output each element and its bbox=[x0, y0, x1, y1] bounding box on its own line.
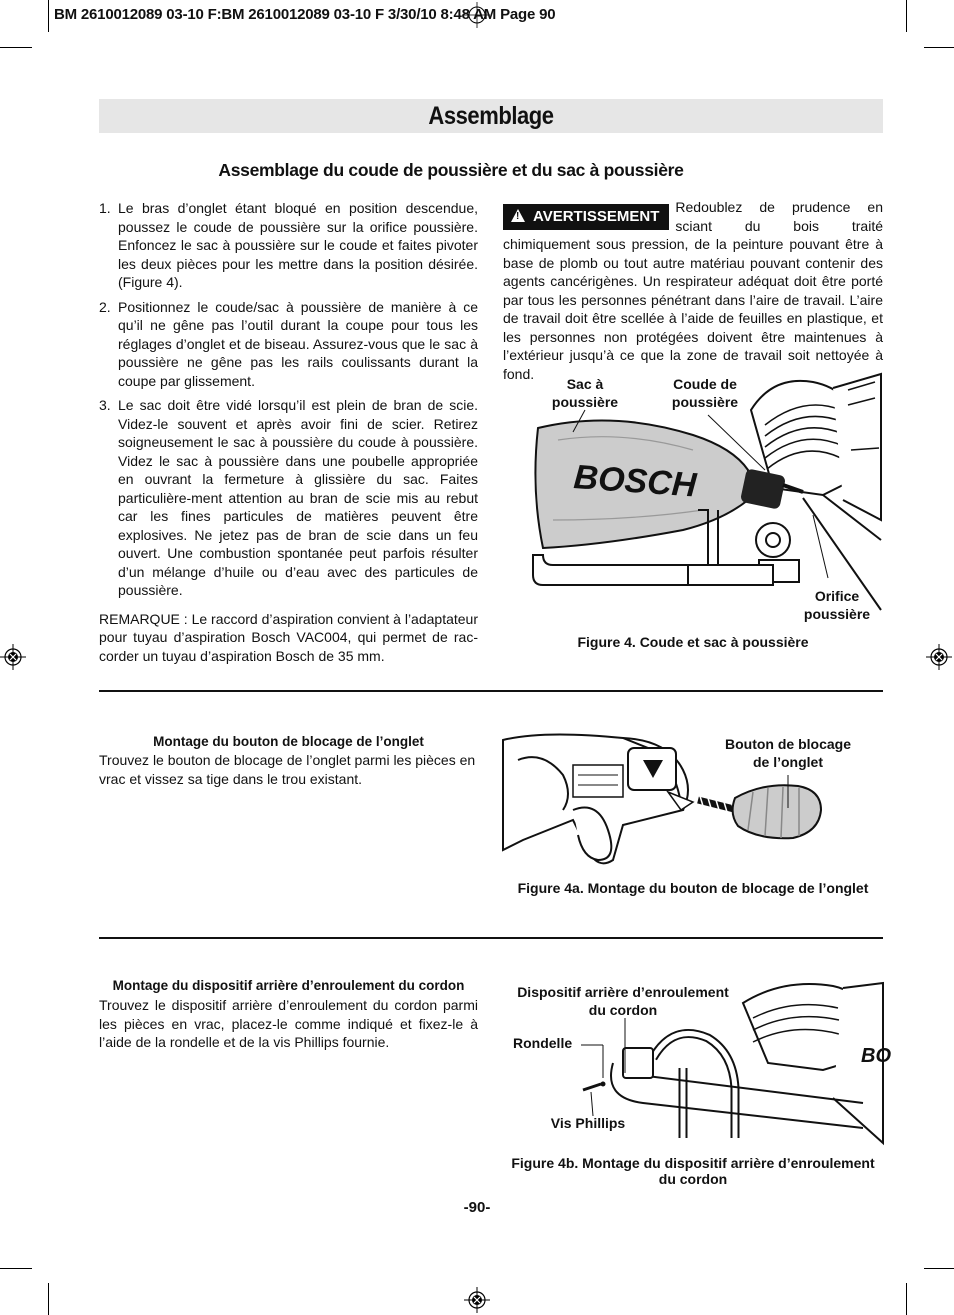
step-text: Le bras d’onglet étant bloqué en position descendue, poussez le coude de poussière sur la orifice poussière. Enfoncez le sac à poussière sur le coude et faites pivoter les deux pièces pour les mettre dans la position désirée. (Figure 4). bbox=[118, 200, 478, 290]
label-dust-elbow-line2: poussière bbox=[671, 394, 739, 410]
remark: REMARQUE : Le raccord d’aspiration convient à l’adaptateur pour tuyau d’aspiration Bosch VAC004, qui permet de rac-corder un tuyau d’aspiration Bosch de 35 mm. bbox=[99, 610, 478, 664]
page-title: Assemblage bbox=[428, 102, 554, 130]
figure-4a-caption: Figure 4a. Montage du bouton de blocage de l’onglet bbox=[517, 880, 869, 896]
section-2-text: Trouvez le bouton de blocage de l’onglet parmi les pièces en vrac et vissez sa tige dans le trou existant. bbox=[99, 752, 476, 787]
divider bbox=[99, 690, 883, 692]
label-cord-wrap bbox=[508, 983, 738, 1019]
label-dust-bag bbox=[543, 375, 627, 411]
divider bbox=[99, 937, 883, 939]
figure-4b-caption-line1: Figure 4b. Montage du dispositif arrière d’enroulement bbox=[511, 1155, 875, 1171]
figure-4b-caption-line2: du cordon bbox=[658, 1171, 728, 1187]
warning-triangle-icon: ! bbox=[511, 209, 525, 222]
page-title-banner bbox=[99, 99, 883, 133]
label-cord-wrap-line1: Dispositif arrière d’enroulement bbox=[517, 984, 729, 1000]
step-item bbox=[99, 199, 478, 292]
label-dust-elbow bbox=[663, 375, 747, 411]
label-dust-bag-line2: poussière bbox=[551, 394, 619, 410]
step-number: 3. bbox=[99, 397, 111, 413]
warning-text: Redoublez de prudence en sciant du bois traité chimiquement sous pression, de la peinture pouvant être à base de plomb ou tout autre matériau pouvant contenir des agents cancérigènes. Un respirateur adéquat doit être porté par tous les personnes pénétrant dans l’aire de travail. L’aire de travail doit être scellée à l’aide de feuilles en plastique, et les personnes non protégées doivent être maintenues à l’extérieur jusqu’à ce que la zone de travail soit nettoyée à fond. bbox=[503, 199, 883, 382]
print-slug: BM 2610012089 03-10 F:BM 2610012089 03-10 F 3/30/10 8:48 AM Page 90 bbox=[54, 6, 556, 23]
section-3-title: Montage du dispositif arrière d’enroulement du cordon bbox=[112, 978, 465, 993]
label-miter-lock-knob-line2: de l’onglet bbox=[753, 754, 823, 770]
label-dust-port-line2: poussière bbox=[803, 606, 871, 622]
section-3-text: Trouvez le dispositif arrière d’enroulement du cordon parmi les pièces en vrac, placez-le comme indiqué et fixez-le à l’aide de la rondelle et de la vis Phillips fournie. bbox=[99, 997, 478, 1050]
label-miter-lock-knob-line1: Bouton de blocage bbox=[725, 736, 851, 752]
step-number: 1. bbox=[99, 200, 111, 216]
label-cord-wrap-line2: du cordon bbox=[588, 1002, 658, 1018]
figure-4b bbox=[503, 978, 891, 1148]
registration-mark-icon bbox=[464, 1287, 490, 1313]
step-number: 2. bbox=[99, 298, 111, 315]
warning-block bbox=[503, 198, 883, 383]
step-text: Positionnez le coude/sac à poussière de manière à ce qu’il ne gêne pas l’outil durant la coupe pour tous les réglages d’onglet et de biseau. Assurez-vous que le sac à poussière ne gêne pas les rails coulissants durant la coupe par glissement. bbox=[118, 298, 478, 389]
section-heading: Assemblage du coude de poussière et du sac à poussière bbox=[218, 160, 684, 180]
figure-4-caption: Figure 4. Coude et sac à poussière bbox=[577, 634, 809, 650]
step-item bbox=[99, 298, 478, 391]
bosch-logo-fragment: BO bbox=[861, 1045, 891, 1067]
figure-4b-caption bbox=[503, 1155, 883, 1187]
label-dust-bag-line1: Sac à bbox=[566, 376, 604, 392]
step-text: Le sac doit être vidé lorsqu’il est plein de bran de scie. Videz-le souvent et après avoir fini de scier. Retirez soigneusement le sac à poussière du coude à poussière. Videz le sac à poussière dans une poubelle appropriée en ouvrant la fermeture à glissière du sac. Faites particulière-ment attention au bran de scie mis au rebut car les fines particules de matières peuvent être explosives. Ne jetez pas de bran de scie dans un feu ouvert. Une combustion spontanée peut parfois résulter d’un mélange d’huile ou d’eau avec des particules de poussière. bbox=[118, 397, 478, 598]
label-miter-lock-knob bbox=[713, 735, 863, 771]
step-item bbox=[99, 396, 478, 600]
label-dust-port bbox=[795, 587, 879, 623]
registration-mark-icon bbox=[926, 644, 952, 670]
page-number: -90- bbox=[463, 1199, 491, 1216]
steps-list bbox=[99, 199, 478, 665]
label-dust-elbow-line1: Coude de bbox=[673, 376, 737, 392]
label-washer: Rondelle bbox=[513, 1035, 573, 1051]
registration-mark-icon bbox=[0, 644, 26, 670]
warning-badge bbox=[503, 204, 669, 230]
warning-badge-label: AVERTISSEMENT bbox=[533, 208, 660, 225]
label-dust-port-line1: Orifice bbox=[814, 588, 860, 604]
figure-4a bbox=[503, 730, 883, 870]
figure-4 bbox=[503, 370, 883, 630]
section-2-title: Montage du bouton de blocage de l’onglet bbox=[153, 734, 424, 749]
label-phillips-screw: Vis Phillips bbox=[550, 1115, 626, 1131]
bosch-logo: BOSCH bbox=[572, 458, 698, 505]
